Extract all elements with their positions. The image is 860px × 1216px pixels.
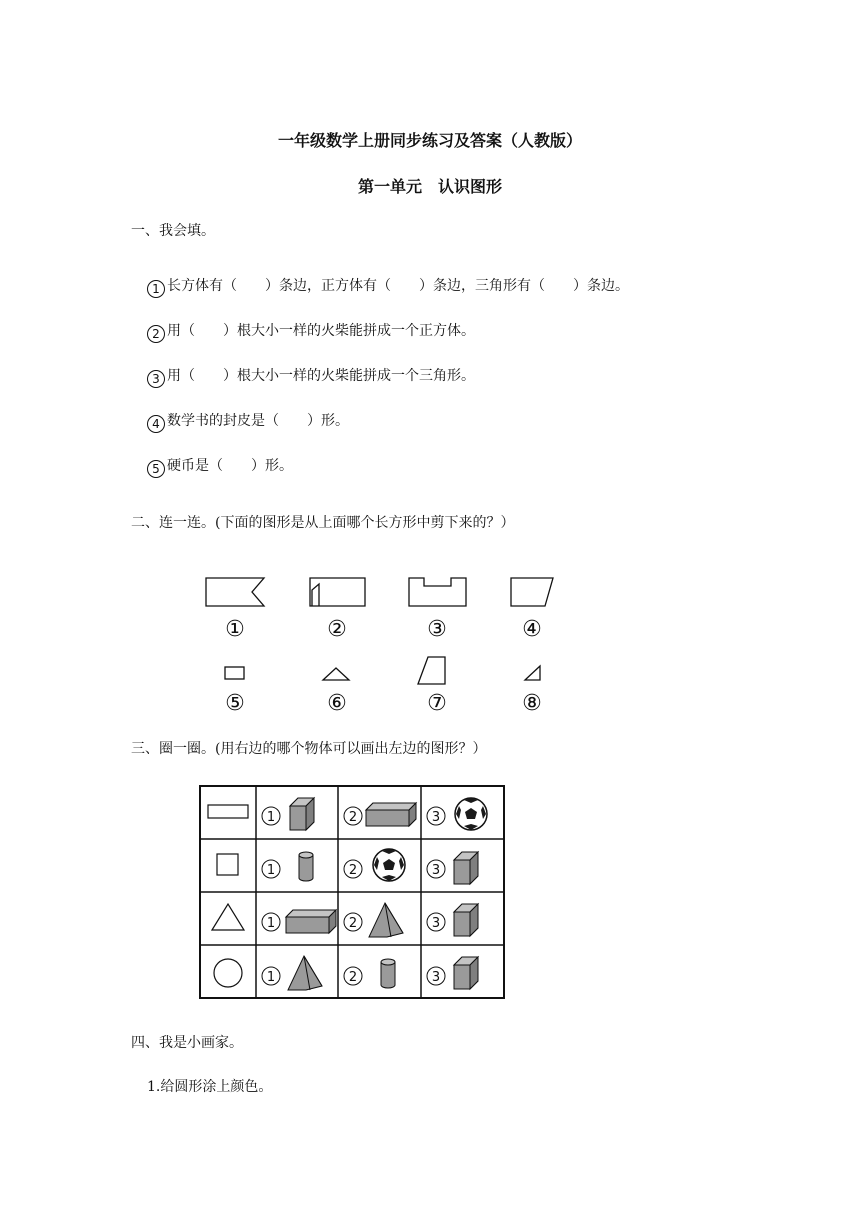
notched-rectangle-2 — [310, 578, 365, 606]
svg-text:1: 1 — [266, 970, 276, 985]
label-5: ⑤ — [225, 691, 245, 716]
question-2 — [147, 320, 475, 343]
notched-rectangle-4 — [511, 578, 553, 606]
notched-rectangle-1 — [206, 578, 264, 606]
left-shapes — [208, 805, 248, 987]
question-1 — [147, 275, 629, 298]
cube-icon — [454, 957, 478, 989]
small-triangle-8 — [525, 666, 540, 680]
cuboid-icon — [286, 910, 336, 933]
square-shape — [217, 854, 238, 875]
question-4 — [147, 410, 349, 433]
label-7: ⑦ — [427, 691, 447, 716]
number-circle: 4 — [147, 415, 165, 433]
question-5 — [147, 455, 293, 478]
soccer-ball-icon — [455, 798, 487, 830]
soccer-ball-icon — [373, 849, 405, 881]
label-4: ④ — [522, 617, 542, 642]
small-rectangle-5 — [225, 667, 244, 679]
question-text: 用（ ）根大小一样的火柴能拼成一个三角形。 — [167, 368, 475, 384]
triangle-shape — [212, 904, 244, 930]
number-circle: 3 — [147, 370, 165, 388]
section4-item-1: 1.给圆形涂上颜色。 — [147, 1079, 273, 1095]
svg-text:3: 3 — [431, 863, 441, 878]
triangular-prism-icon — [288, 956, 322, 990]
cube-icon — [454, 904, 478, 936]
cutout-figure — [190, 570, 580, 720]
svg-text:2: 2 — [348, 863, 358, 878]
cube-icon — [454, 852, 478, 884]
svg-text:2: 2 — [348, 916, 358, 931]
label-6: ⑥ — [327, 691, 347, 716]
svg-text:1: 1 — [266, 916, 276, 931]
question-3 — [147, 365, 475, 388]
label-1: ① — [225, 617, 245, 642]
svg-text:1: 1 — [266, 810, 276, 825]
cylinder-icon — [381, 959, 395, 988]
number-circle: 1 — [147, 280, 165, 298]
section3-heading: 三、圈一圈。(用右边的哪个物体可以画出左边的图形？） — [131, 741, 487, 757]
cylinder-icon — [299, 852, 313, 881]
cuboid-icon — [366, 803, 416, 826]
rectangle-shape — [208, 805, 248, 818]
section1-heading: 一、我会填。 — [131, 223, 215, 239]
question-text: 长方体有（ ）条边，正方体有（ ）条边，三角形有（ ）条边。 — [167, 278, 629, 294]
svg-text:3: 3 — [431, 916, 441, 931]
number-circle: 5 — [147, 460, 165, 478]
svg-text:3: 3 — [431, 810, 441, 825]
unit-subtitle: 第一单元 认识图形 — [357, 177, 502, 196]
section2-heading: 二、连一连。(下面的图形是从上面哪个长方形中剪下来的？） — [131, 515, 515, 531]
option-numbers-row2 — [262, 860, 445, 878]
option-numbers-row1 — [262, 807, 445, 825]
label-8: ⑧ — [522, 691, 542, 716]
svg-text:2: 2 — [348, 810, 358, 825]
document-title: 一年级数学上册同步练习及答案（人教版） — [277, 131, 582, 150]
question-text: 数学书的封皮是（ ）形。 — [167, 413, 349, 429]
cube-icon — [290, 798, 314, 830]
svg-text:2: 2 — [348, 970, 358, 985]
question-text: 硬币是（ ）形。 — [167, 458, 293, 474]
question-text: 用（ ）根大小一样的火柴能拼成一个正方体。 — [167, 323, 475, 339]
small-triangle-6 — [323, 668, 349, 680]
section4-heading: 四、我是小画家。 — [131, 1035, 243, 1051]
triangular-prism-icon — [369, 903, 403, 937]
svg-text:3: 3 — [431, 970, 441, 985]
notched-rectangle-3 — [409, 578, 466, 606]
circle-shape — [214, 959, 242, 987]
label-2: ② — [327, 617, 347, 642]
small-trapezoid-7 — [418, 657, 445, 684]
option-numbers-row4 — [262, 967, 445, 985]
svg-text:1: 1 — [266, 863, 276, 878]
label-3: ③ — [427, 617, 447, 642]
matching-table — [198, 784, 508, 1002]
number-circle: 2 — [147, 325, 165, 343]
